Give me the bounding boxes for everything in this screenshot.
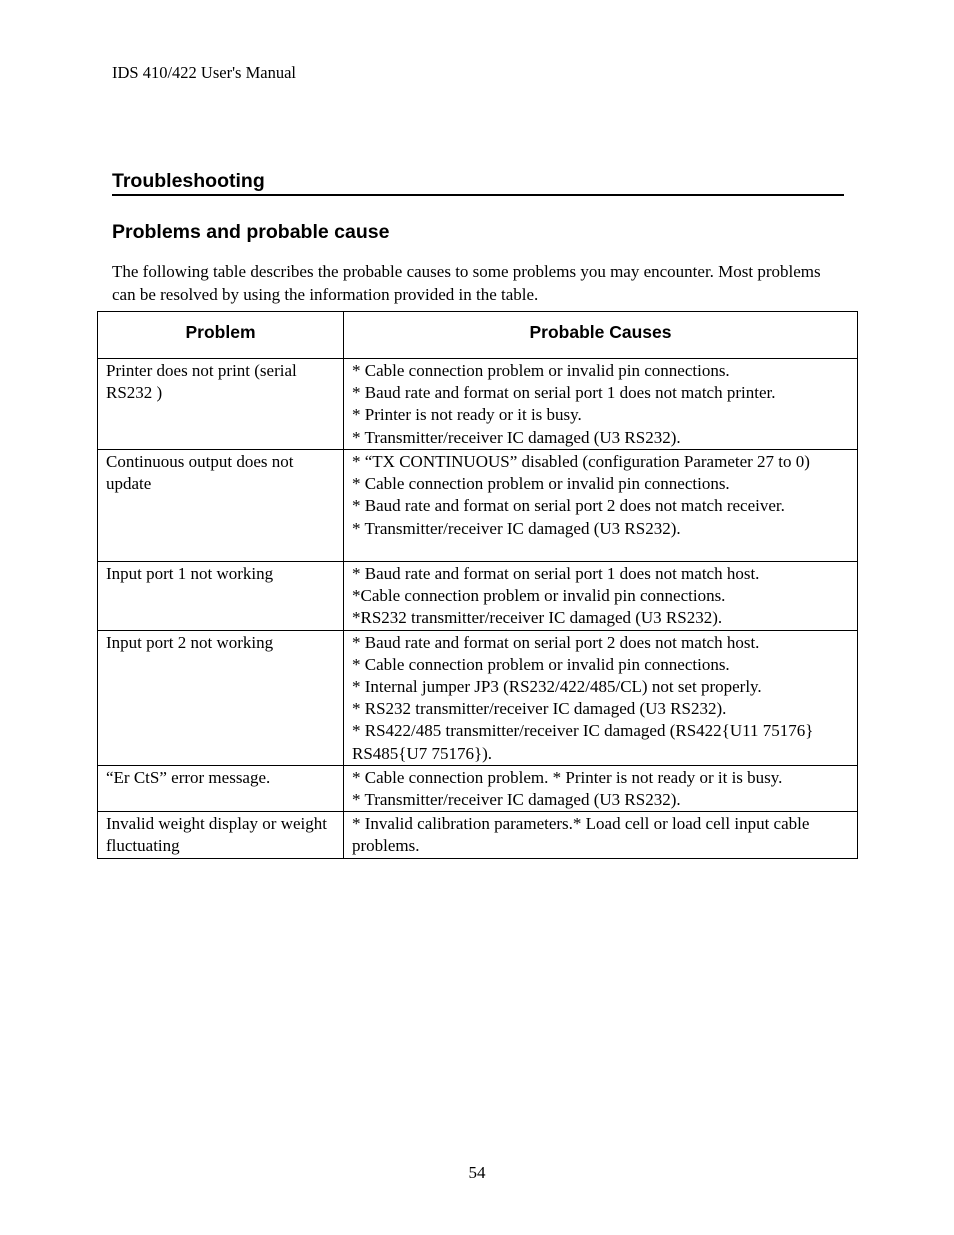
intro-paragraph: The following table describes the probable causes to some problems you may encounter. Most problems can be resolved by using the information provided in the table.: [112, 262, 821, 304]
cause-line: * Baud rate and format on serial port 1 does not match host.: [352, 564, 760, 583]
table-row: [98, 562, 858, 631]
table-row: [98, 359, 858, 450]
cause-line: * Cable connection problem or invalid pin connections.: [352, 361, 730, 380]
running-header: IDS 410/422 User's Manual: [112, 63, 296, 82]
cause-line: * Baud rate and format on serial port 2 does not match receiver.: [352, 496, 785, 516]
problem-cell: Invalid weight display or weight fluctuating: [98, 812, 344, 858]
problem-cell: Input port 1 not working: [98, 562, 344, 631]
cause-line: *Cable connection problem or invalid pin connections.: [352, 586, 726, 606]
table-header-row: [98, 312, 858, 359]
cause-line: *RS232 transmitter/receiver IC damaged (U3 RS232).: [352, 608, 723, 628]
page-number: 54: [468, 1163, 486, 1182]
problem-cell: Printer does not print (serial RS232 ): [98, 359, 344, 450]
table-row: [98, 812, 858, 858]
cause-line: * RS422/485 transmitter/receiver IC damaged (RS422{U11 75176} RS485{U7 75176}).: [352, 721, 814, 763]
problem-cell: Continuous output does not update: [98, 450, 344, 562]
causes-cell: [344, 359, 858, 450]
cause-line: * “TX CONTINUOUS” disabled (configuration Parameter 27 to 0): [352, 452, 810, 471]
cause-line: * Baud rate and format on serial port 2 does not match host.: [352, 632, 760, 652]
cause-line: * RS232 transmitter/receiver IC damaged (U3 RS232).: [352, 699, 727, 719]
cause-line: * Transmitter/receiver IC damaged (U3 RS232).: [352, 427, 681, 447]
table-row: [98, 450, 858, 562]
cause-line: * Transmitter/receiver IC damaged (U3 RS232).: [352, 518, 681, 538]
problem-cell: “Er CtS” error message.: [98, 765, 344, 811]
problem-cell: Input port 2 not working: [98, 630, 344, 765]
cause-line: * Printer is not ready or it is busy.: [352, 405, 582, 425]
cause-line: * Cable connection problem or invalid pin connections.: [352, 654, 730, 674]
cause-line: * Cable connection problem or invalid pin connections.: [352, 474, 730, 494]
column-header-causes: Probable Causes: [344, 312, 858, 359]
cause-line: * Baud rate and format on serial port 1 does not match printer.: [352, 383, 776, 403]
column-header-problem: Problem: [98, 312, 344, 359]
table-row: [98, 765, 858, 811]
causes-cell: [344, 765, 858, 811]
table-row: [98, 630, 858, 765]
cause-line: * Internal jumper JP3 (RS232/422/485/CL) not set properly.: [352, 677, 762, 697]
causes-cell: [344, 812, 858, 858]
subsection-title: Problems and probable cause: [112, 221, 390, 243]
troubleshooting-table: [97, 311, 858, 859]
section-title: Troubleshooting: [112, 169, 844, 196]
cause-line: * Transmitter/receiver IC damaged (U3 RS232).: [352, 790, 681, 810]
cause-line: * Invalid calibration parameters.* Load cell or load cell input cable problems.: [352, 814, 810, 856]
causes-cell: [344, 562, 858, 631]
causes-cell: [344, 630, 858, 765]
causes-cell: [344, 450, 858, 562]
cause-line: * Cable connection problem. * Printer is not ready or it is busy.: [352, 767, 783, 787]
